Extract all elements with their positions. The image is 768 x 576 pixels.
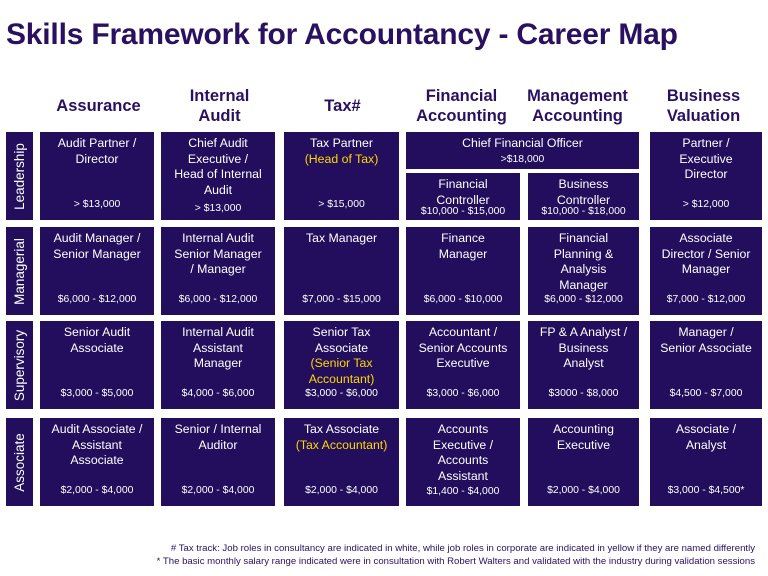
cell-managerial-financial-accounting <box>406 227 520 315</box>
role-title: Senior / Internal Auditor <box>174 422 262 452</box>
role-title: Internal Audit Assistant Manager <box>182 325 254 370</box>
role-title: Accountant / Senior Accounts Executive <box>418 325 508 370</box>
salary-range: > $12,000 <box>682 199 730 210</box>
cell-leadership-assurance <box>40 132 154 220</box>
cell-leadership-management-accounting <box>528 173 639 220</box>
salary-range: $7,000 - $12,000 <box>666 294 746 305</box>
salary-range: $2,000 - $4,000 <box>181 485 255 496</box>
corporate-role-title: (Tax Accountant) <box>295 437 388 452</box>
role-title: Tax Partner <box>310 136 373 150</box>
cell-supervisory-internal-audit <box>161 321 275 409</box>
role-title: FP & A Analyst / Business Analyst <box>539 325 628 370</box>
cell-supervisory-assurance <box>40 321 154 409</box>
salary-range: $3,000 - $6,000 <box>426 388 500 399</box>
role-title: Associate / Analyst <box>675 422 737 452</box>
salary-range: $4,500 - $7,000 <box>669 388 743 399</box>
cell-leadership-cfo <box>406 132 639 169</box>
cell-associate-assurance <box>40 418 154 506</box>
salary-range: $7,000 - $15,000 <box>302 294 381 305</box>
cell-associate-internal-audit <box>161 418 275 506</box>
cell-leadership-business-valuation <box>650 132 762 220</box>
column-header-assurance: Assurance <box>56 97 141 115</box>
salary-range: $1,400 - $4,000 <box>426 486 500 497</box>
salary-range: $3000 - $8,000 <box>548 388 619 399</box>
salary-range: > $13,000 <box>73 199 121 210</box>
row-label-managerial: Managerial <box>6 227 33 315</box>
role-title: Accounts Executive / Accounts Assistant <box>432 422 494 483</box>
salary-range: $6,000 - $12,000 <box>57 294 137 305</box>
role-title: Financial Controller <box>436 177 490 207</box>
cell-supervisory-management-accounting <box>528 321 639 409</box>
salary-range: $2,000 - $4,000 <box>305 485 378 496</box>
footnote-tax-track: # Tax track: Job roles in consultancy are indicated in white, while job roles in corporate are indicated in yellow if they are named differently <box>170 543 755 554</box>
cell-supervisory-financial-accounting <box>406 321 520 409</box>
cell-managerial-business-valuation <box>650 227 762 315</box>
salary-range: $6,000 - $12,000 <box>544 294 623 305</box>
salary-range: $6,000 - $10,000 <box>423 294 503 305</box>
role-title: Internal Audit Senior Manager / Manager <box>174 231 262 276</box>
row-label-supervisory: Supervisory <box>6 321 33 409</box>
salary-range: $10,000 - $18,000 <box>541 206 626 217</box>
cell-leadership-financial-accounting <box>406 173 520 220</box>
column-header-financial-accounting: Financial Accounting <box>416 87 507 125</box>
cell-associate-tax <box>284 418 399 506</box>
column-header-internal-audit: Internal Audit <box>189 87 250 125</box>
salary-range: > $15,000 <box>318 199 365 210</box>
role-title: Finance Manager <box>438 231 488 261</box>
salary-range: >$18,000 <box>500 154 545 165</box>
cell-managerial-internal-audit <box>161 227 275 315</box>
salary-range: $2,000 - $4,000 <box>60 485 134 496</box>
role-title: Chief Financial Officer <box>462 136 583 150</box>
salary-range: $3,000 - $4,500* <box>667 485 745 496</box>
role-title: Associate Director / Senior Manager <box>661 231 751 276</box>
row-label-leadership: Leadership <box>6 132 33 220</box>
cell-associate-business-valuation <box>650 418 762 506</box>
role-title: Audit Manager / Senior Manager <box>53 231 141 261</box>
salary-range: $3,000 - $6,000 <box>305 388 378 399</box>
corporate-role-title: (Senior Tax Accountant) <box>308 356 375 386</box>
role-title: Audit Partner / Director <box>57 136 137 166</box>
salary-range: $4,000 - $6,000 <box>181 388 255 399</box>
row-label-associate: Associate <box>6 418 33 506</box>
corporate-role-title: (Head of Tax) <box>304 151 379 166</box>
salary-range: $2,000 - $4,000 <box>547 485 620 496</box>
role-title: Business Controller <box>556 177 611 207</box>
cell-leadership-internal-audit <box>161 132 275 220</box>
cell-associate-financial-accounting <box>406 418 520 506</box>
cell-managerial-assurance <box>40 227 154 315</box>
salary-range: $6,000 - $12,000 <box>178 294 258 305</box>
page-title: Skills Framework for Accountancy - Career Map <box>6 18 678 51</box>
role-title: Financial Planning & Analysis Manager <box>553 231 614 292</box>
salary-range: > $13,000 <box>194 203 242 214</box>
role-title: Audit Associate / Assistant Associate <box>51 422 143 467</box>
role-title: Chief Audit Executive / Head of Internal Audit <box>174 136 262 197</box>
footnote-salary: * The basic monthly salary range indicated were in consultation with Robert Walters and validated with the industry during validation sessions <box>156 556 755 567</box>
column-header-tax: Tax# <box>324 97 361 115</box>
cell-associate-management-accounting <box>528 418 639 506</box>
salary-range: $10,000 - $15,000 <box>420 206 506 217</box>
role-title: Partner / Executive Director <box>679 136 733 181</box>
salary-range: $3,000 - $5,000 <box>60 388 134 399</box>
column-header-business-valuation: Business Valuation <box>666 87 741 125</box>
role-title: Senior Tax Associate <box>312 325 371 355</box>
role-title: Senior Audit Associate <box>63 325 131 355</box>
cell-managerial-management-accounting <box>528 227 639 315</box>
column-header-management-accounting: Management Accounting <box>527 87 628 125</box>
cell-supervisory-tax <box>284 321 399 409</box>
role-title: Tax Associate <box>303 422 380 436</box>
cell-leadership-tax <box>284 132 399 220</box>
role-title: Manager / Senior Associate <box>660 325 752 355</box>
role-title: Tax Manager <box>305 231 378 245</box>
cell-managerial-tax <box>284 227 399 315</box>
cell-supervisory-business-valuation <box>650 321 762 409</box>
role-title: Accounting Executive <box>553 422 614 452</box>
